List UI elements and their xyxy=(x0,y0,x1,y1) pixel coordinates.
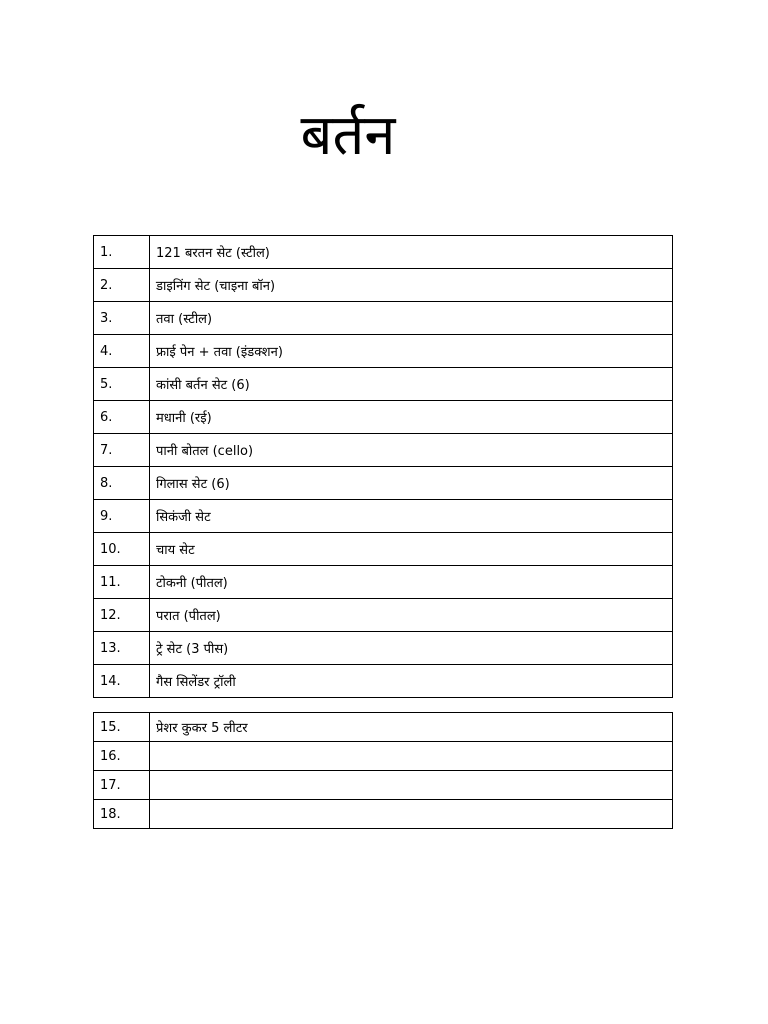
row-number: 13. xyxy=(94,632,150,665)
row-item xyxy=(150,800,673,829)
row-number: 10. xyxy=(94,533,150,566)
row-item: टोकनी (पीतल) xyxy=(150,566,673,599)
table-row xyxy=(94,800,673,829)
row-item: डाइनिंग सेट (चाइना बॉन) xyxy=(150,269,673,302)
row-number: 12. xyxy=(94,599,150,632)
table-row xyxy=(94,713,673,742)
table-row xyxy=(94,665,673,698)
items-table-secondary xyxy=(93,712,673,829)
row-number: 15. xyxy=(94,713,150,742)
table-row xyxy=(94,500,673,533)
row-number: 4. xyxy=(94,335,150,368)
row-item: तवा (स्टील) xyxy=(150,302,673,335)
row-item: प्रेशर कुकर 5 लीटर xyxy=(150,713,673,742)
row-number: 18. xyxy=(94,800,150,829)
table-row xyxy=(94,771,673,800)
row-number: 17. xyxy=(94,771,150,800)
table-row xyxy=(94,533,673,566)
table-row xyxy=(94,742,673,771)
row-number: 1. xyxy=(94,236,150,269)
table-row xyxy=(94,434,673,467)
table-row xyxy=(94,467,673,500)
row-number: 6. xyxy=(94,401,150,434)
row-number: 11. xyxy=(94,566,150,599)
table-row xyxy=(94,599,673,632)
row-number: 2. xyxy=(94,269,150,302)
row-number: 9. xyxy=(94,500,150,533)
row-item: फ्राई पेन + तवा (इंडक्शन) xyxy=(150,335,673,368)
table-row xyxy=(94,566,673,599)
table-row xyxy=(94,269,673,302)
table-row xyxy=(94,236,673,269)
row-item: मधानी (रई) xyxy=(150,401,673,434)
row-number: 3. xyxy=(94,302,150,335)
row-item xyxy=(150,742,673,771)
row-number: 16. xyxy=(94,742,150,771)
row-item: गैस सिलेंडर ट्रॉली xyxy=(150,665,673,698)
table-row xyxy=(94,368,673,401)
row-number: 7. xyxy=(94,434,150,467)
row-item: परात (पीतल) xyxy=(150,599,673,632)
row-item: सिकंजी सेट xyxy=(150,500,673,533)
row-number: 8. xyxy=(94,467,150,500)
row-item xyxy=(150,771,673,800)
items-table-main xyxy=(93,235,673,698)
row-item: चाय सेट xyxy=(150,533,673,566)
table-row xyxy=(94,401,673,434)
table-row xyxy=(94,632,673,665)
table-row xyxy=(94,335,673,368)
row-item: कांसी बर्तन सेट (6) xyxy=(150,368,673,401)
row-item: गिलास सेट (6) xyxy=(150,467,673,500)
row-item: ट्रे सेट (3 पीस) xyxy=(150,632,673,665)
row-number: 5. xyxy=(94,368,150,401)
table-row xyxy=(94,302,673,335)
page-title: बर्तन xyxy=(300,103,396,168)
row-item: 121 बरतन सेट (स्टील) xyxy=(150,236,673,269)
row-number: 14. xyxy=(94,665,150,698)
row-item: पानी बोतल (cello) xyxy=(150,434,673,467)
